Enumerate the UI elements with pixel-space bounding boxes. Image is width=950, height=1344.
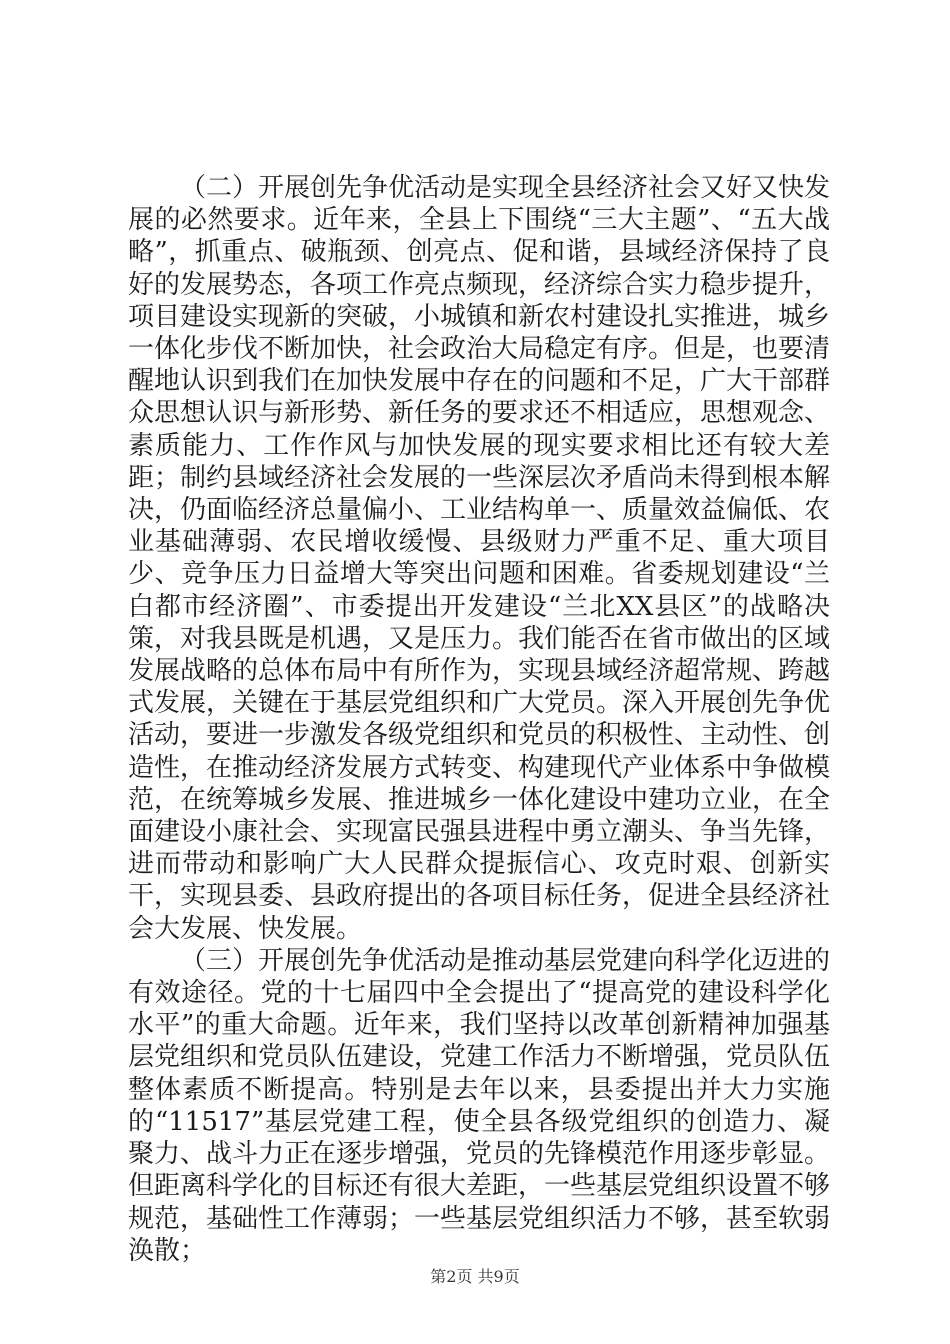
document-body	[128, 172, 830, 1267]
paragraph-2: （二）开展创先争优活动是实现全县经济社会又好又快发展的必然要求。近年来，全县上下围绕“三大主题”、“五大战略”，抓重点、破瓶颈、创亮点、促和谐，县域经济保持了良好的发展势态，各项工作亮点频现，经济综合实力稳步提升，项目建设实现新的突破，小城镇和新农村建设扎实推进，城乡一体化步伐不断加快，社会政治大局稳定有序。但是，也要清醒地认识到我们在加快发展中存在的问题和不足，广大干部群众思想认识与新形势、新任务的要求还不相适应，思想观念、素质能力、工作作风与加快发展的现实要求相比还有较大差距；制约县域经济社会发展的一些深层次矛盾尚未得到根本解决，仍面临经济总量偏小、工业结构单一、质量效益偏低、农业基础薄弱、农民增收缓慢、县级财力严重不足、重大项目少、竞争压力日益增大等突出问题和困难。省委规划建设“兰白都市经济圈”、市委提出开发建设“兰北XX县区”的战略决策，对我县既是机遇，又是压力。我们能否在省市做出的区域发展战略的总体布局中有所作为，实现县域经济超常规、跨越式发展，关键在于基层党组织和广大党员。深入开展创先争优活动，要进一步激发各级党组织和党员的积极性、主动性、创造性，在推动经济发展方式转变、构建现代产业体系中争做模范，在统筹城乡发展、推进城乡一体化建设中建功立业，在全面建设小康社会、实现富民强县进程中勇立潮头、争当先锋，进而带动和影响广大人民群众提振信心、攻克时艰、创新实干，实现县委、县政府提出的各项目标任务，促进全县经济社会大发展、快发展。	[128, 173, 831, 944]
page-number-footer: 第2页 共9页	[430, 1267, 520, 1286]
paragraph-3: （三）开展创先争优活动是推动基层党建向科学化迈进的有效途径。党的十七届四中全会提出了“提高党的建设科学化水平”的重大命题。近年来，我们坚持以改革创新精神加强基层党组织和党员队伍建设，党建工作活力不断增强，党员队伍整体素质不断提高。特别是去年以来，县委提出并大力实施的“11517”基层党建工程，使全县各级党组织的创造力、凝聚力、战斗力正在逐步增强，党员的先锋模范作用逐步彰显。但距离科学化的目标还有很大差距，一些基层党组织设置不够规范，基础性工作薄弱；一些基层党组织活力不够，甚至软弱涣散；	[128, 945, 831, 1266]
